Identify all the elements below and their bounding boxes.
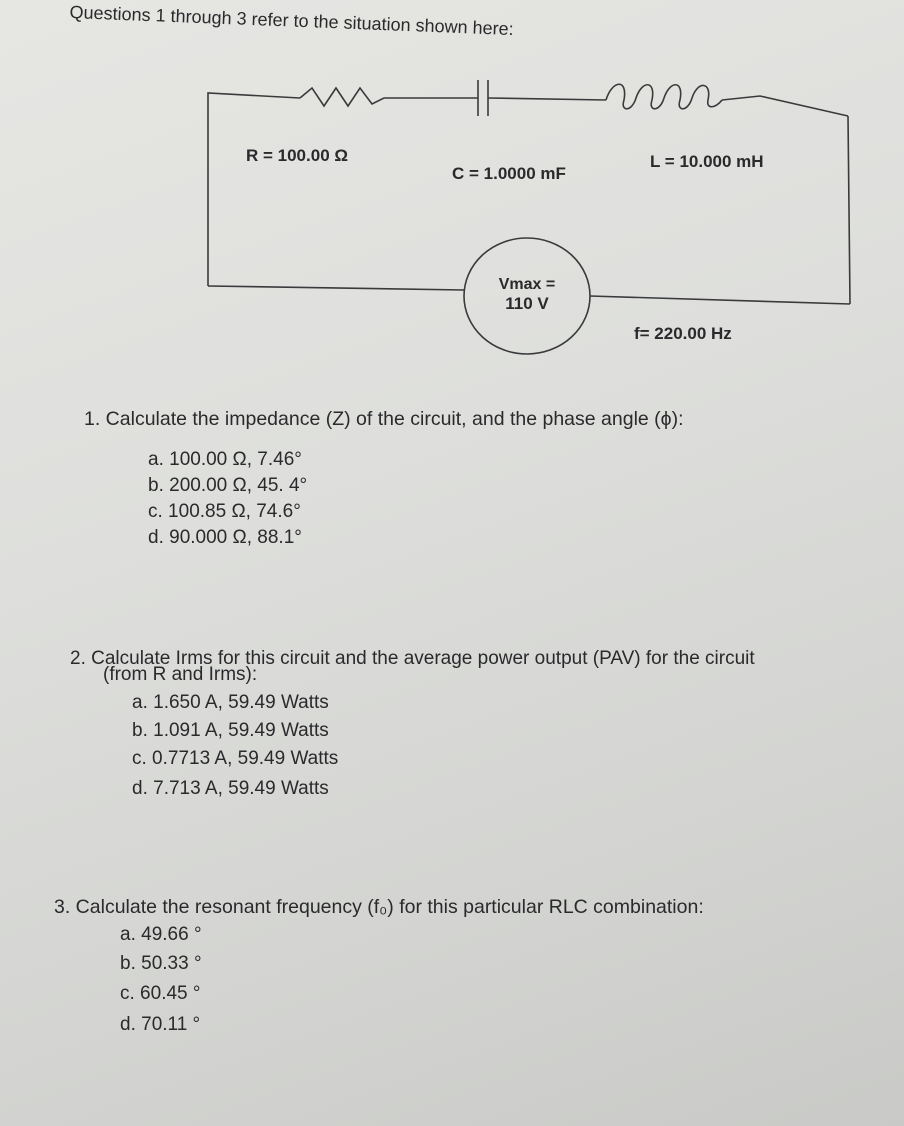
frequency-label: f= 220.00 Hz bbox=[634, 324, 732, 343]
question-3: 3. Calculate the resonant frequency (f₀) for this particular RLC combination: bbox=[54, 896, 704, 918]
q3-option-a: a. 49.66 ° bbox=[120, 924, 202, 945]
wire-top-right-b bbox=[722, 96, 848, 116]
wire-right bbox=[848, 116, 850, 304]
wire-top-right-a bbox=[488, 98, 606, 100]
wire-bottom-right bbox=[590, 296, 850, 304]
question-1: 1. Calculate the impedance (Z) of the circuit, and the phase angle (ϕ): bbox=[84, 408, 684, 430]
q2-option-c: c. 0.7713 A, 59.49 Watts bbox=[132, 748, 339, 769]
q1-option-b: b. 200.00 Ω, 45. 4° bbox=[148, 475, 308, 496]
source-voltage-line2: 110 V bbox=[505, 294, 549, 313]
inductor-symbol bbox=[606, 84, 722, 109]
question-2-line2: (from R and Irms): bbox=[103, 664, 258, 685]
source-voltage-line1: Vmax = bbox=[498, 276, 556, 293]
source-voltage-label bbox=[485, 276, 569, 314]
q2-option-b: b. 1.091 A, 59.49 Watts bbox=[132, 720, 329, 741]
wire-bottom-left bbox=[208, 286, 464, 290]
inductor-label: L = 10.000 mH bbox=[650, 152, 764, 171]
q1-option-a: a. 100.00 Ω, 7.46° bbox=[148, 449, 302, 470]
wire-top-left bbox=[208, 93, 300, 98]
intro-text: Questions 1 through 3 refer to the situation shown here: bbox=[69, 2, 514, 40]
q3-option-d: d. 70.11 ° bbox=[120, 1014, 201, 1035]
q3-option-b: b. 50.33 ° bbox=[120, 953, 202, 974]
q1-option-c: c. 100.85 Ω, 74.6° bbox=[148, 501, 301, 522]
q2-option-a: a. 1.650 A, 59.49 Watts bbox=[132, 692, 329, 713]
q1-option-d: d. 90.000 Ω, 88.1° bbox=[148, 527, 302, 548]
resistor-symbol bbox=[300, 88, 384, 106]
resistor-label: R = 100.00 Ω bbox=[246, 146, 348, 165]
capacitor-label: C = 1.0000 mF bbox=[452, 164, 566, 183]
question-2-line1: 2. Calculate Irms for this circuit and the average power output (PAV) for the circuit bbox=[70, 648, 755, 669]
circuit-diagram bbox=[0, 0, 904, 400]
q3-option-c: c. 60.45 ° bbox=[120, 983, 201, 1004]
q2-option-d: d. 7.713 A, 59.49 Watts bbox=[132, 778, 329, 799]
